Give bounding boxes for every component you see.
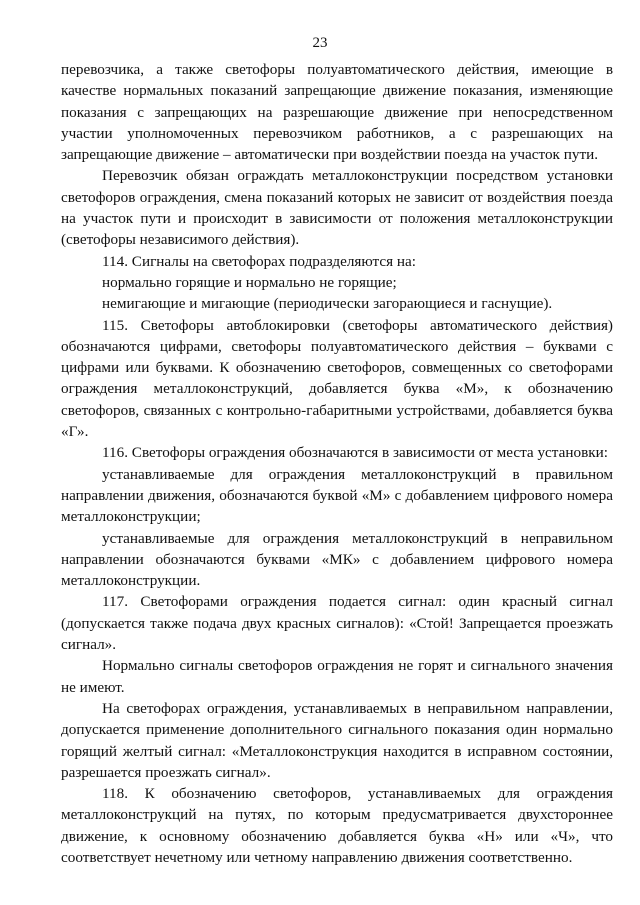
paragraph-carrier-obligation: Перевозчик обязан ограждать металлоконструкции посредством установки светофоров ограждения, смена показаний которых не зависит от воздействия поезда на участок пути и происходит в зависимости от положения металлоконструкции (светофоры независимого действия). bbox=[61, 167, 613, 249]
paragraph-list-item: устанавливаемые для ограждения металлоконструкций в неправильном направлении обозначаются буквами «МК» с добавлением цифрового номера металлоконструкции. bbox=[61, 529, 613, 590]
document-body bbox=[61, 59, 613, 868]
paragraph-continuation: перевозчика, а также светофоры полуавтоматического действия, имеющие в качестве нормальных показаний запрещающие движение показания, изменяющие показания с запрещающих на разрешающие движение при непосредственном участии уполномоченных перевозчиком работников, а с разрешающих на запрещающие движение – автоматически при воздействии поезда на участок пути. bbox=[61, 61, 613, 164]
paragraph-list-item: устанавливаемые для ограждения металлоконструкций в правильном направлении движения, обозначаются буквой «М» с добавлением цифрового номера металлоконструкции; bbox=[61, 465, 613, 526]
paragraph-clause-116: 116. Светофоры ограждения обозначаются в зависимости от места установки: bbox=[102, 444, 608, 462]
paragraph-body: Нормально сигналы светофоров ограждения не горят и сигнального значения не имеют. bbox=[61, 657, 613, 696]
paragraph-body: На светофорах ограждения, устанавливаемых в неправильном направлении, допускается применение дополнительного сигнального показания один нормально горящий желтый сигнал: «Металлоконструкция находится в исправном состоянии, разрешается проезжать сигнал». bbox=[61, 699, 613, 781]
paragraph-list-item: нормально горящие и нормально не горящие; bbox=[102, 273, 397, 291]
paragraph-list-item: немигающие и мигающие (периодически загорающиеся и гаснущие). bbox=[102, 295, 553, 313]
paragraph-clause-118: 118. К обозначению светофоров, устанавливаемых для ограждения металлоконструкций на путях, по которым предусматривается двухстороннее движение, к основному обозначению добавляется буква «Н» или «Ч», что соответствует нечетному или четному направлению движения соответственно. bbox=[61, 785, 613, 866]
paragraph-clause-115: 115. Светофоры автоблокировки (светофоры автоматического действия) обозначаются цифрами, светофоры полуавтоматического действия – буквами с цифрами или буквами. К обозначению светофоров, совмещенных со светофорами ограждения металлоконструкций, добавляется буква «М», к обозначению светофоров, связанных с контрольно-габаритными устройствами, добавляется буква «Г». bbox=[61, 316, 613, 441]
paragraph-clause-114: 114. Сигналы на светофорах подразделяются на: bbox=[102, 252, 416, 270]
page-number: 23 bbox=[312, 35, 328, 51]
paragraph-clause-117: 117. Светофорами ограждения подается сигнал: один красный сигнал (допускается также подача двух красных сигналов): «Стой! Запрещается проезжать сигнал». bbox=[61, 593, 613, 654]
